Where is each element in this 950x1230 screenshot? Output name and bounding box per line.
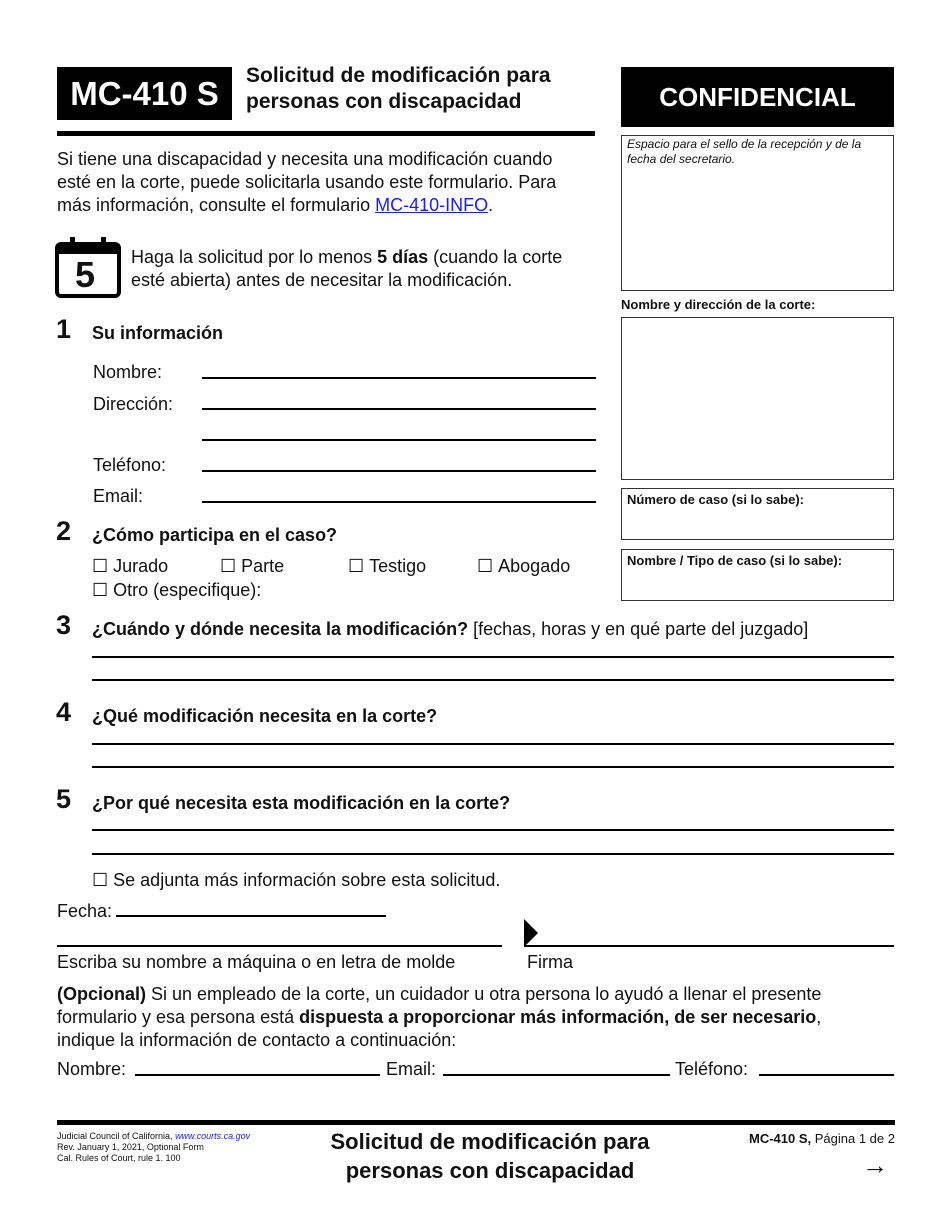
section3-question: ¿Cuándo y dónde necesita la modificación? xyxy=(92,619,469,639)
option-label: Abogado xyxy=(498,556,571,576)
confidential-banner: CONFIDENCIAL xyxy=(621,67,894,127)
when-where-input-line1[interactable] xyxy=(92,656,894,658)
case-number-label: Número de caso (si lo sabe): xyxy=(627,492,804,507)
signature-input-line[interactable] xyxy=(524,945,894,947)
checkbox-icon[interactable]: ☐ xyxy=(92,870,109,890)
address-input-line[interactable] xyxy=(202,408,596,410)
section4-title: ¿Qué modificación necesita en la corte? xyxy=(92,706,438,726)
intro-line3 xyxy=(57,194,597,217)
optional-line2 xyxy=(57,1006,897,1029)
court-name-field[interactable] xyxy=(621,317,894,480)
name-label: Nombre: xyxy=(93,362,163,382)
header-divider xyxy=(57,131,595,136)
optional-text2-end: , xyxy=(816,1007,822,1027)
option-otro[interactable] xyxy=(92,580,261,601)
date-input-line[interactable] xyxy=(116,915,386,917)
section4-number: 4 xyxy=(56,697,72,727)
email-label: Email: xyxy=(93,486,144,506)
sign-here-arrow-icon xyxy=(524,919,538,952)
reason-input-line2[interactable] xyxy=(92,853,894,855)
section3-number: 3 xyxy=(56,610,72,640)
optional-tag: (Opcional) xyxy=(57,984,146,1004)
section2-number: 2 xyxy=(56,516,72,546)
optional-text2: formulario y esa persona está xyxy=(57,1007,300,1027)
attach-label: Se adjunta más información sobre esta solicitud. xyxy=(113,870,501,890)
section2-title: ¿Cómo participa en el caso? xyxy=(92,525,338,545)
option-jurado[interactable] xyxy=(92,556,168,577)
footer-divider xyxy=(57,1120,895,1125)
option-parte[interactable] xyxy=(220,556,284,577)
option-label: Jurado xyxy=(113,556,169,576)
optional-paragraph xyxy=(57,983,897,1052)
option-label: Otro (especifique): xyxy=(113,580,262,600)
court-name-label: Nombre y dirección de la corte: xyxy=(621,297,816,312)
option-label: Testigo xyxy=(369,556,427,576)
intro-paragraph xyxy=(57,148,597,217)
checkbox-icon[interactable]: ☐ xyxy=(92,556,109,576)
footer-publisher xyxy=(57,1131,250,1164)
section1-title: Su información xyxy=(92,323,224,343)
page-indicator xyxy=(700,1131,895,1146)
footer-council xyxy=(57,1131,250,1142)
deadline-text: Haga la solicitud por lo menos xyxy=(131,247,378,267)
deadline-notice xyxy=(131,246,601,292)
page-form-id: MC-410 S, xyxy=(749,1131,812,1146)
reason-input-line1[interactable] xyxy=(92,829,894,831)
case-type-label: Nombre / Tipo de caso (si lo sabe): xyxy=(627,553,843,568)
option-abogado[interactable] xyxy=(477,556,570,577)
print-name-input-line[interactable] xyxy=(57,945,502,947)
checkbox-icon[interactable]: ☐ xyxy=(477,556,494,576)
footer-title-line1: Solicitud de modificación para xyxy=(330,1129,650,1154)
phone-label: Teléfono: xyxy=(93,455,167,475)
checkbox-icon[interactable]: ☐ xyxy=(348,556,365,576)
mc410-info-link[interactable]: MC-410-INFO xyxy=(375,195,489,215)
signature-label: Firma xyxy=(527,952,573,972)
form-title-line1: Solicitud de modificación para xyxy=(246,64,551,87)
section3-hint: [fechas, horas y en qué parte del juzgado] xyxy=(468,619,809,639)
form-title-line2: personas con discapacidad xyxy=(246,90,522,113)
email-input-line[interactable] xyxy=(202,501,596,503)
next-page-arrow-icon[interactable]: → xyxy=(862,1150,888,1180)
name-input-line[interactable] xyxy=(202,377,596,379)
calendar-day-number: 5 xyxy=(75,254,96,295)
attach-more-info[interactable] xyxy=(92,870,500,891)
helper-email-input-line[interactable] xyxy=(443,1074,670,1076)
footer-council-text: Judicial Council of California, xyxy=(57,1131,176,1141)
checkbox-icon[interactable]: ☐ xyxy=(92,580,109,600)
section5-number: 5 xyxy=(56,784,72,814)
date-label: Fecha: xyxy=(57,901,113,921)
deadline-text-post: (cuando la corte xyxy=(428,247,563,267)
form-title xyxy=(246,63,616,115)
option-label: Parte xyxy=(241,556,285,576)
form-id-badge: MC-410 S xyxy=(57,67,232,120)
optional-line1 xyxy=(57,983,897,1006)
phone-input-line[interactable] xyxy=(202,470,596,472)
section1-number: 1 xyxy=(56,314,72,344)
optional-line3: indique la información de contacto a continuación: xyxy=(57,1030,457,1050)
optional-bold2: dispuesta a proporcionar más información, de ser necesario xyxy=(299,1007,817,1027)
helper-phone-input-line[interactable] xyxy=(759,1074,894,1076)
footer-rule: Cal. Rules of Court, rule 1. 100 xyxy=(57,1153,181,1163)
helper-phone-label: Teléfono: xyxy=(675,1059,749,1079)
page-number: Página 1 de 2 xyxy=(811,1131,895,1146)
helper-email-label: Email: xyxy=(386,1059,437,1079)
section5-title: ¿Por qué necesita esta modificación en la corte? xyxy=(92,793,511,813)
print-name-label: Escriba su nombre a máquina o en letra de molde xyxy=(57,952,456,972)
courts-website-link[interactable]: www.courts.ca.gov xyxy=(175,1131,251,1141)
intro-line1: Si tiene una discapacidad y necesita una modificación cuando xyxy=(57,149,553,169)
modification-input-line1[interactable] xyxy=(92,743,894,745)
deadline-days: 5 días xyxy=(377,247,429,267)
helper-name-label: Nombre: xyxy=(57,1059,127,1079)
footer-title-line2: personas con discapacidad xyxy=(345,1158,635,1183)
section3-title xyxy=(92,619,808,640)
case-type-field[interactable] xyxy=(621,549,894,601)
intro-line3-end: . xyxy=(488,195,494,215)
deadline-line1 xyxy=(131,246,601,269)
address-label: Dirección: xyxy=(93,394,174,414)
helper-name-input-line[interactable] xyxy=(135,1074,380,1076)
intro-line3-text: más información, consulte el formulario xyxy=(57,195,376,215)
deadline-line2: esté abierta) antes de necesitar la modificación. xyxy=(131,270,513,290)
case-number-field[interactable] xyxy=(621,488,894,540)
address-input-line2[interactable] xyxy=(202,439,596,441)
clerk-stamp-text: Espacio para el sello de la recepción y de la fecha del secretario. xyxy=(627,137,862,166)
when-where-input-line2[interactable] xyxy=(92,679,894,681)
modification-input-line2[interactable] xyxy=(92,766,894,768)
option-testigo[interactable] xyxy=(348,556,426,577)
footer-revision: Rev. January 1, 2021, Optional Form xyxy=(57,1142,204,1152)
optional-text1: Si un empleado de la corte, un cuidador u otra persona lo ayudó a llenar el presente xyxy=(146,984,822,1004)
checkbox-icon[interactable]: ☐ xyxy=(220,556,237,576)
intro-line2: esté en la corte, puede solicitarla usando este formulario. Para xyxy=(57,172,557,192)
footer-title xyxy=(300,1127,680,1185)
